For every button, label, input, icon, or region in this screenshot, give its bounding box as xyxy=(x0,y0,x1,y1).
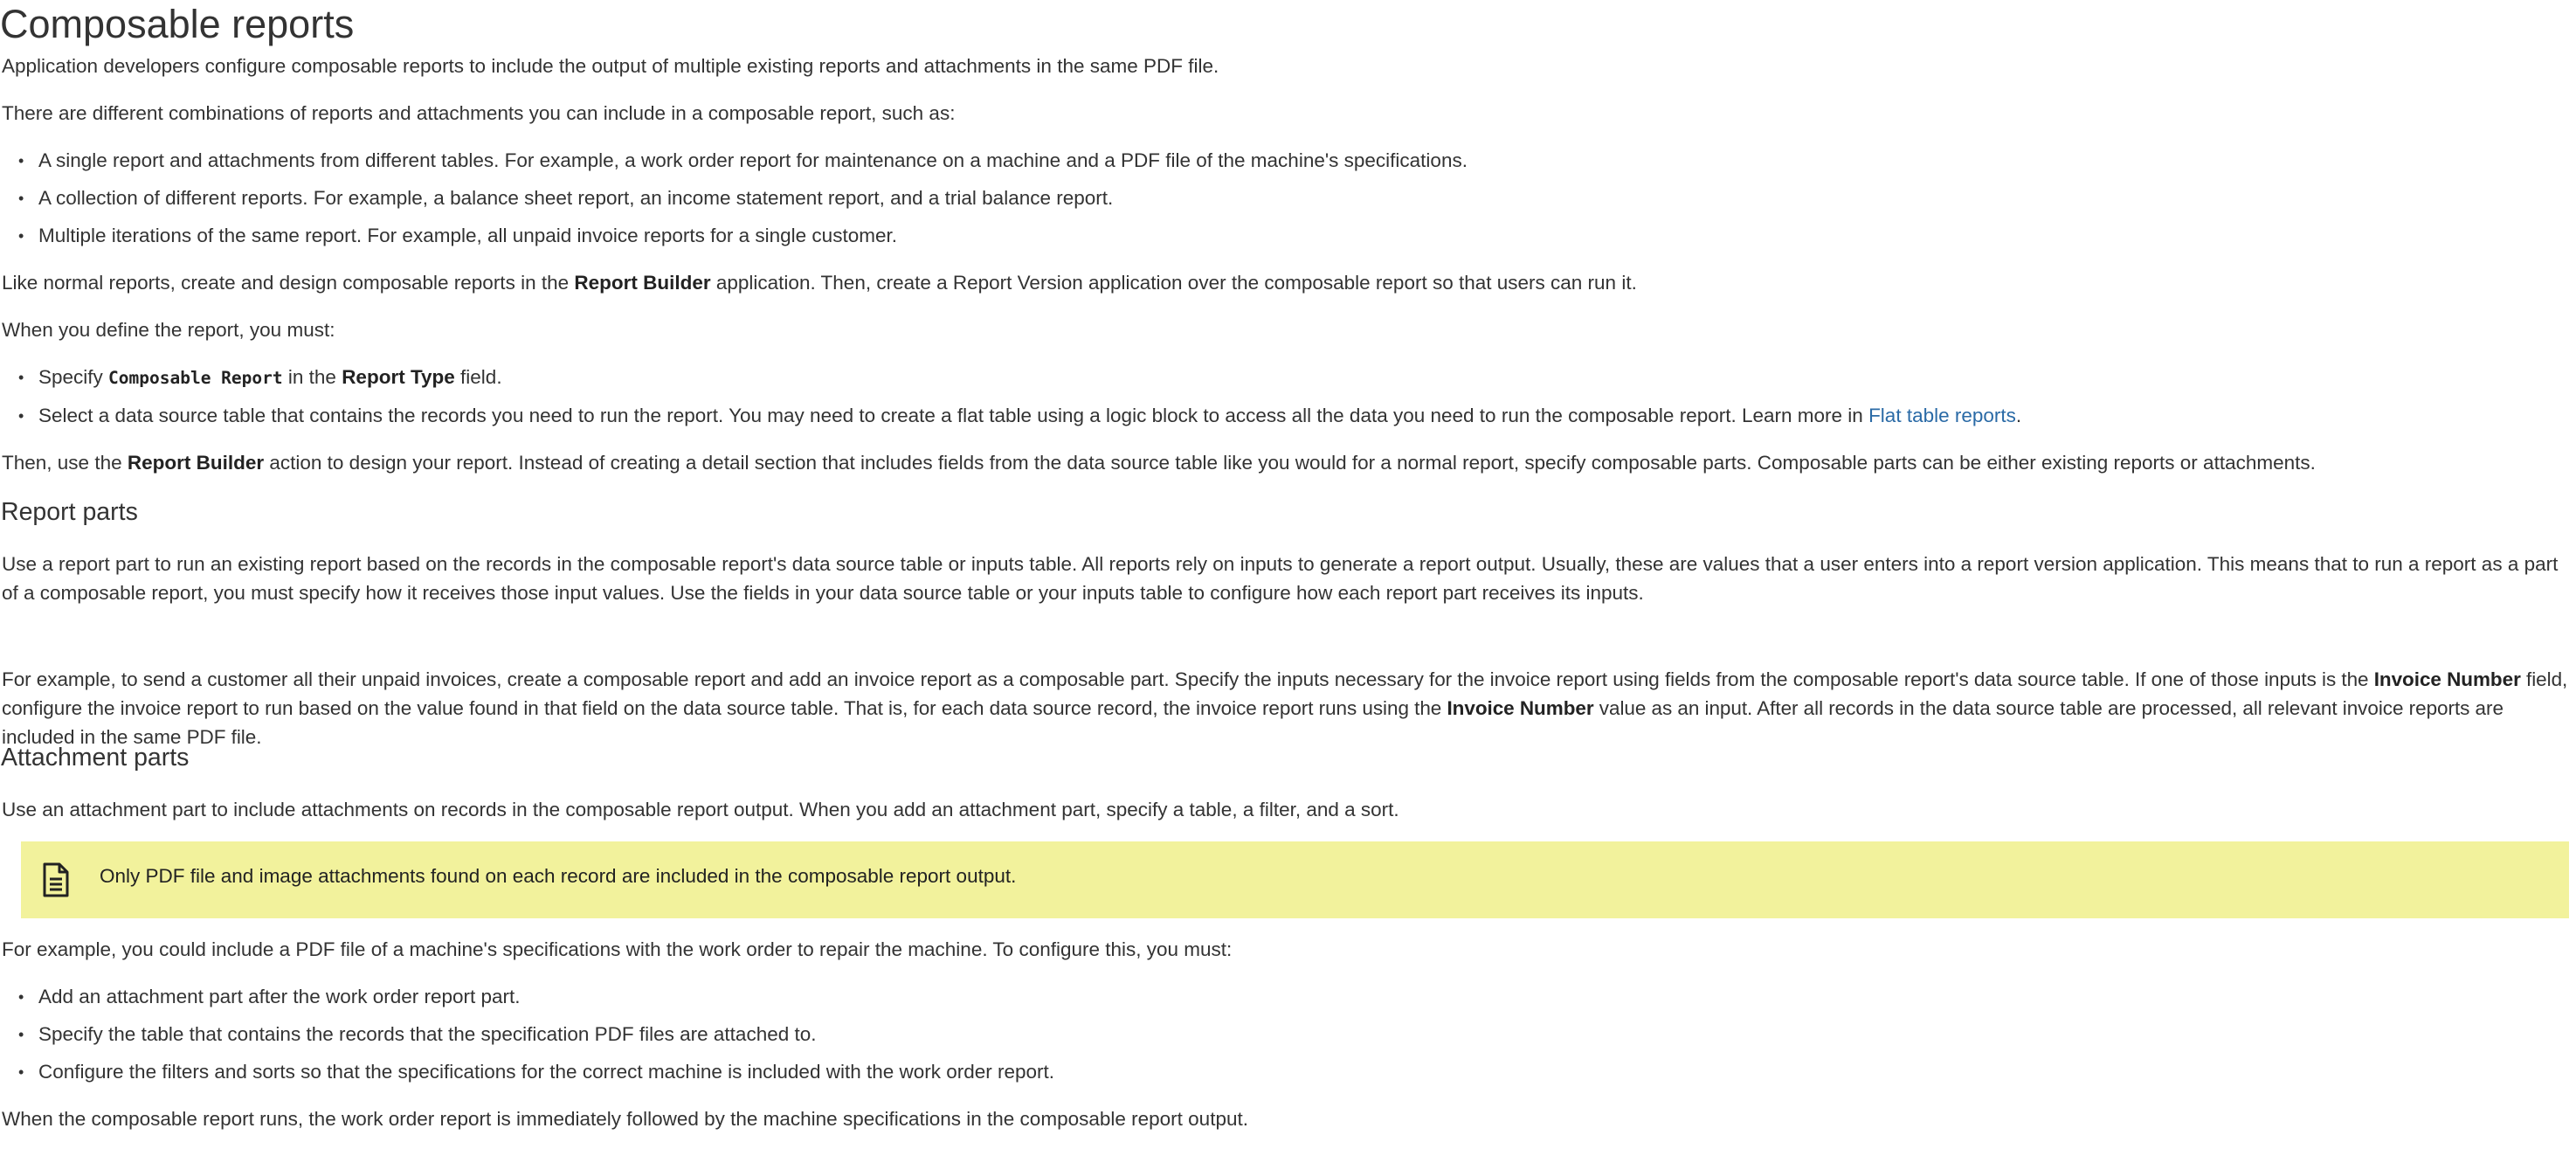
bullet-icon: • xyxy=(18,407,24,425)
list-item: • A single report and attachments from different tables. For example, a work order report for maintenance on a machine and a PDF file of the machine's specifications. xyxy=(18,146,1468,176)
closing-paragraph: When the composable report runs, the work order report is immediately followed by the machine specifications in the composable report output. xyxy=(2,1108,1248,1130)
define-intro: When you define the report, you must: xyxy=(2,319,335,341)
list-item: • Select a data source table that contains the records you need to run the report. You may need to create a flat table using a logic block to access all the data you need to run the composable report. Learn more in Flat table reports. xyxy=(18,401,2021,431)
page-title: Composable reports xyxy=(0,2,355,46)
flat-table-reports-link[interactable]: Flat table reports xyxy=(1868,405,2016,426)
attachment-example-intro: For example, you could include a PDF file of a machine's specifications with the work order to repair the machine. To configure this, you must: xyxy=(2,938,1233,960)
report-parts-paragraph: Use a report part to run an existing report based on the records in the composable report's data source table or inputs table. All reports rely on inputs to generate a report output. Usually, these are values that a user enters into a report version application. This means that to run a report as a part of a composable report, you must specify how it receives those input values. Use the fields in your data source table or your inputs table to configure how each report part receives its inputs. xyxy=(2,553,2559,604)
list-item: • Specify Composable Report in the Report Type field. xyxy=(18,363,502,392)
attachment-parts-heading: Attachment parts xyxy=(1,744,190,772)
list-item: • Multiple iterations of the same report. For example, all unpaid invoice reports for a single customer. xyxy=(18,221,897,251)
bullet-icon: • xyxy=(18,190,24,207)
bullet-icon: • xyxy=(18,152,24,170)
list-item: • Add an attachment part after the work order report part. xyxy=(18,982,521,1012)
note-text: Only PDF file and image attachments found on each record are included in the composable report output. xyxy=(100,865,1017,887)
then-use-paragraph: Then, use the Report Builder action to design your report. Instead of creating a detail section that includes fields from the data source table like you would for a normal report, specify composable parts. Composable parts can be either existing reports or attachments. xyxy=(2,452,2316,474)
note-callout xyxy=(21,841,2569,918)
bullet-icon: • xyxy=(18,988,24,1006)
bullet-icon: • xyxy=(18,1026,24,1043)
list-item: • A collection of different reports. For example, a balance sheet report, an income statement report, and a trial balance report. xyxy=(18,183,1113,213)
like-normal-paragraph: Like normal reports, create and design composable reports in the Report Builder application. Then, create a Report Version application over the composable report so that users can run it. xyxy=(2,272,1637,294)
intro-paragraph: Application developers configure composable reports to include the output of multiple existing reports and attachments in the same PDF file. xyxy=(2,55,1219,77)
bullet-icon: • xyxy=(18,227,24,245)
bullet-icon: • xyxy=(18,369,24,386)
list-item: • Specify the table that contains the records that the specification PDF files are attached to. xyxy=(18,1020,817,1049)
report-parts-heading: Report parts xyxy=(1,498,138,526)
attachment-parts-paragraph: Use an attachment part to include attachments on records in the composable report output. When you add an attachment part, specify a table, a filter, and a sort. xyxy=(2,799,1399,820)
document-icon xyxy=(42,862,70,897)
report-type-code: Composable Report xyxy=(108,368,283,388)
combinations-intro: There are different combinations of reports and attachments you can include in a composable report, such as: xyxy=(2,102,956,124)
report-parts-example: For example, to send a customer all their unpaid invoices, create a composable report and add an invoice report as a composable part. Specify the inputs necessary for the invoice report using fields from the composable report's data source table. If one of those inputs is the Invoice Number field, configure the invoice report to run based on the value found in that field on the data source table. That is, for each data source record, the invoice report runs using the Invoice Number value as an input. After all records in the data source table are processed, all relevant invoice reports are included in the same PDF file. xyxy=(2,668,2568,748)
bullet-icon: • xyxy=(18,1063,24,1081)
list-item: • Configure the filters and sorts so that the specifications for the correct machine is included with the work order report. xyxy=(18,1057,1054,1087)
